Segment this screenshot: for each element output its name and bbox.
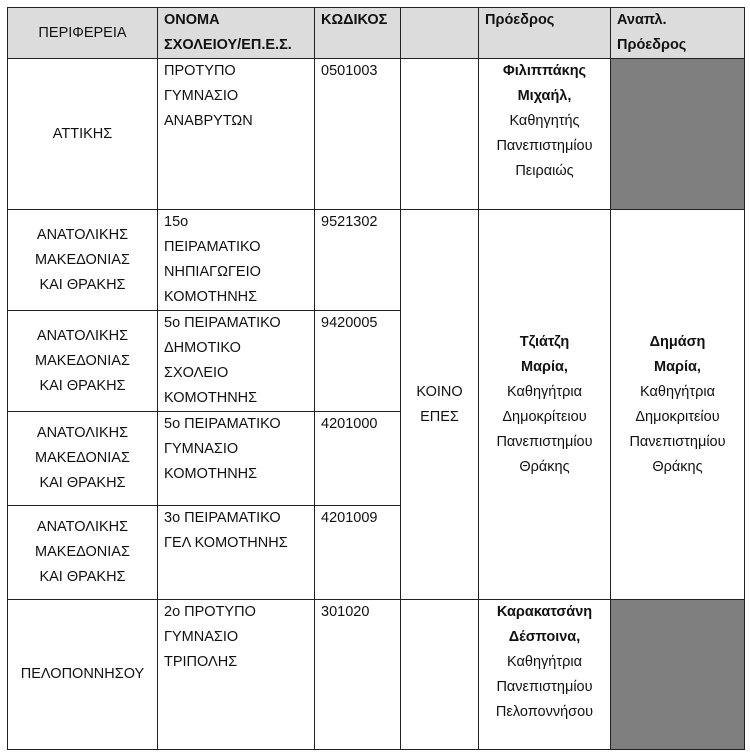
vice-president-cell: Δημάση Μαρία, Καθηγήτρια Δημοκριτείου Πανεπιστημίου Θράκης <box>611 210 745 600</box>
common-epes-cell: ΚΟΙΝΟ ΕΠΕΣ <box>401 210 479 600</box>
header-president: Πρόεδρος <box>479 8 611 59</box>
header-row <box>8 8 745 59</box>
table-row <box>8 59 745 210</box>
region-cell: ΑΤΤΙΚΗΣ <box>8 59 158 210</box>
vice-president-cell-empty <box>611 600 745 750</box>
code-cell: 4201009 <box>315 506 401 600</box>
blank-cell <box>401 600 479 750</box>
code-cell: 301020 <box>315 600 401 750</box>
code-cell: 9420005 <box>315 311 401 412</box>
school-cell: 2ο ΠΡΟΤΥΠΟ ΓΥΜΝΑΣΙΟ ΤΡΙΠΟΛΗΣ <box>158 600 315 750</box>
school-cell: 5ο ΠΕΙΡΑΜΑΤΙΚΟ ΔΗΜΟΤΙΚΟ ΣΧΟΛΕΙΟ ΚΟΜΟΤΗΝΗΣ <box>158 311 315 412</box>
header-blank <box>401 8 479 59</box>
vice-president-cell-empty <box>611 59 745 210</box>
code-cell: 0501003 <box>315 59 401 210</box>
region-cell: ΑΝΑΤΟΛΙΚΗΣ ΜΑΚΕΔΟΝΙΑΣ ΚΑΙ ΘΡΑΚΗΣ <box>8 506 158 600</box>
region-cell: ΑΝΑΤΟΛΙΚΗΣ ΜΑΚΕΔΟΝΙΑΣ ΚΑΙ ΘΡΑΚΗΣ <box>8 210 158 311</box>
code-cell: 9521302 <box>315 210 401 311</box>
committees-table <box>7 7 745 750</box>
header-code: ΚΩΔΙΚΟΣ <box>315 8 401 59</box>
region-cell: ΠΕΛΟΠΟΝΝΗΣΟΥ <box>8 600 158 750</box>
table-row <box>8 210 745 311</box>
code-cell: 4201000 <box>315 412 401 506</box>
school-cell: 3ο ΠΕΙΡΑΜΑΤΙΚΟ ΓΕΛ ΚΟΜΟΤΗΝΗΣ <box>158 506 315 600</box>
president-cell: Φιλιππάκης Μιχαήλ, Καθηγητής Πανεπιστημίου Πειραιώς <box>479 59 611 210</box>
school-cell: ΠΡΟΤΥΠΟ ΓΥΜΝΑΣΙΟ ΑΝΑΒΡΥΤΩΝ <box>158 59 315 210</box>
blank-cell <box>401 59 479 210</box>
header-vice-president: Αναπλ. Πρόεδρος <box>611 8 745 59</box>
president-cell: Τζιάτζη Μαρία, Καθηγήτρια Δημοκρίτειου Πανεπιστημίου Θράκης <box>479 210 611 600</box>
region-cell: ΑΝΑΤΟΛΙΚΗΣ ΜΑΚΕΔΟΝΙΑΣ ΚΑΙ ΘΡΑΚΗΣ <box>8 311 158 412</box>
school-cell: 15ο ΠΕΙΡΑΜΑΤΙΚΟ ΝΗΠΙΑΓΩΓΕΙΟ ΚΟΜΟΤΗΝΗΣ <box>158 210 315 311</box>
table-row <box>8 600 745 750</box>
header-region: ΠΕΡΙΦΕΡΕΙΑ <box>8 8 158 59</box>
president-cell: Καρακατσάνη Δέσποινα, Καθηγήτρια Πανεπιστημίου Πελοποννήσου <box>479 600 611 750</box>
region-cell: ΑΝΑΤΟΛΙΚΗΣ ΜΑΚΕΔΟΝΙΑΣ ΚΑΙ ΘΡΑΚΗΣ <box>8 412 158 506</box>
header-school: ΟΝΟΜΑ ΣΧΟΛΕΙΟΥ/ΕΠ.Ε.Σ. <box>158 8 315 59</box>
school-cell: 5ο ΠΕΙΡΑΜΑΤΙΚΟ ΓΥΜΝΑΣΙΟ ΚΟΜΟΤΗΝΗΣ <box>158 412 315 506</box>
